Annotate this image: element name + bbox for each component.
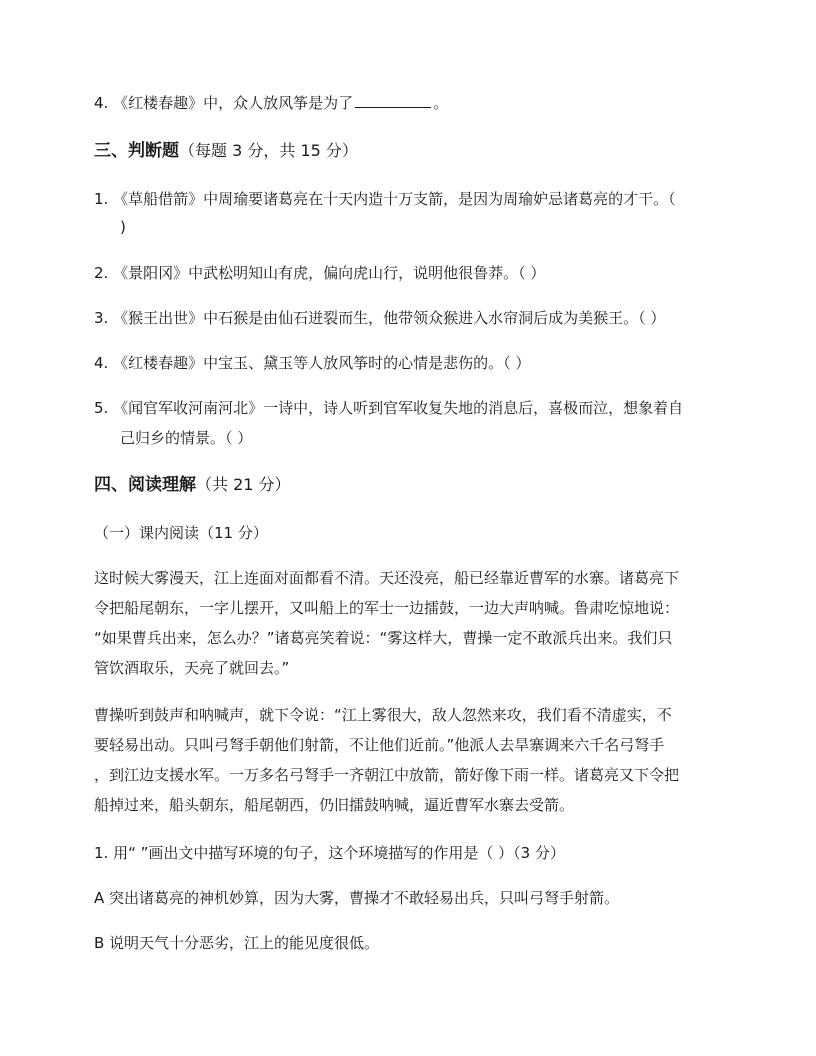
option-b: B 说明天气十分恶劣，江上的能见度很低。: [94, 934, 380, 952]
judgement-item-5: 5. 《闻官军收河南河北》一诗中，诗人听到官军收复失地的消息后，喜极而泣，想象着自: [94, 399, 684, 417]
answer-blank[interactable]: [355, 91, 431, 108]
passage-para2-line2: 要轻易出动。只叫弓弩手朝他们射箭，不让他们近前。”他派人去旱寨调来六千名弓弩手: [94, 736, 665, 754]
passage-para2-line3: ，到江边支援水军。一万多名弓弩手一齐朝江中放箭，箭好像下雨一样。诸葛亮又下令把: [94, 766, 680, 784]
passage-para2-line1: 曹操听到鼓声和呐喊声，就下令说：“江上雾很大，敌人忽然来攻，我们看不清虚实，不: [94, 706, 672, 724]
question-4-end: 。: [433, 94, 449, 112]
section-4-heading: [94, 470, 291, 500]
reading-question-1: 1. 用“ ”画出文中描写环境的句子，这个环境描写的作用是（ ）（3 分）: [94, 844, 565, 862]
section-4-title: 四、阅读理解: [94, 475, 196, 495]
judgement-item-4: 4. 《红楼春趣》中宝玉、黛玉等人放风筝时的心情是悲伤的。（ ）: [94, 354, 531, 372]
passage-para1-line2: 令把船尾朝东，一字儿摆开，又叫船上的军士一边擂鼓，一边大声呐喊。鲁肃吃惊地说：: [94, 599, 680, 617]
judgement-item-3: 3. 《猴王出世》中石猴是由仙石迸裂而生，他带领众猴进入水帘洞后成为美猴王。（ ）: [94, 309, 666, 327]
judgement-item-2: 2. 《景阳冈》中武松明知山有虎，偏向虎山行，说明他很鲁莽。（ ）: [94, 264, 546, 282]
section-3-title: 三、判断题: [94, 141, 179, 161]
section-3-heading: [94, 136, 358, 166]
section-3-note: （每题 3 分，共 15 分）: [179, 141, 358, 160]
judgement-item-1: 1. 《草船借箭》中周瑜要诸葛亮在十天内造十万支箭，是因为周瑜妒忌诸葛亮的才干。（: [94, 190, 676, 208]
fill-blank-question-4: [94, 88, 724, 118]
passage-para1-line3: “如果曹兵出来，怎么办？”诸葛亮笑着说：“雾这样大，曹操一定不敢派兵出来。我们只: [94, 629, 673, 647]
judgement-item-5-cont: 己归乡的情景。（ ）: [120, 429, 253, 447]
question-4-text: 4. 《红楼春趣》中，众人放风筝是为了: [94, 94, 354, 112]
option-a: A 突出诸葛亮的神机妙算，因为大雾，曹操才不敢轻易出兵，只叫弓弩手射箭。: [94, 889, 620, 907]
passage-para1-line4: 管饮酒取乐，天亮了就回去。”: [94, 659, 290, 677]
section-4-note: （共 21 分）: [196, 475, 291, 494]
passage-para2-line4: 船掉过来，船头朝东，船尾朝西，仍旧擂鼓呐喊，逼近曹军水寨去受箭。: [94, 796, 575, 814]
judgement-item-1-cont: ): [120, 218, 126, 236]
reading-sub-title: （一）课内阅读（11 分）: [94, 524, 268, 542]
passage-para1-line1: 这时候大雾漫天，江上连面对面都看不清。天还没亮，船已经靠近曹军的水寨。诸葛亮下: [94, 569, 680, 587]
